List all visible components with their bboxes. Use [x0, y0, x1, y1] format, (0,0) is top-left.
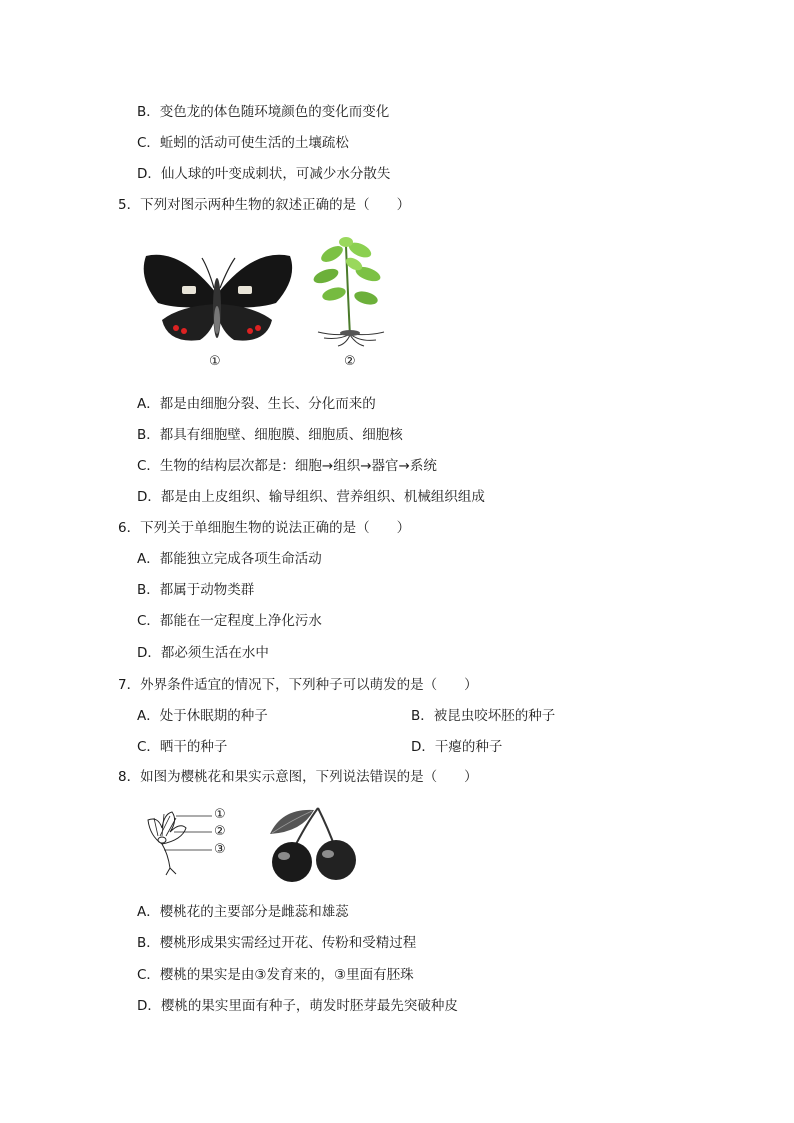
q5-option-b: B．都具有细胞壁、细胞膜、细胞质、细胞核	[137, 427, 403, 443]
q8-stem: 8．如图为樱桃花和果实示意图，下列说法错误的是（ ）	[118, 769, 478, 785]
q8-option-c: C．樱桃的果实是由③发育来的，③里面有胚珠	[137, 967, 414, 983]
q8-option-a: A．樱桃花的主要部分是雌蕊和雄蕊	[137, 904, 349, 920]
q5-option-d: D．都是由上皮组织、输导组织、营养组织、机械组织组成	[137, 489, 485, 505]
q4-option-b: B．变色龙的体色随环境颜色的变化而变化	[137, 104, 390, 120]
fig-label-1: ①	[209, 354, 221, 369]
q5-option-c: C．生物的结构层次都是：细胞→组织→器官→系统	[137, 458, 437, 474]
q6-option-a: A．都能独立完成各项生命活动	[137, 551, 322, 567]
q7-option-b: B．被昆虫咬坏胚的种子	[411, 708, 556, 724]
butterfly-image	[140, 248, 294, 348]
q6-option-b: B．都属于动物类群	[137, 582, 255, 598]
flower-label-2: ②	[214, 824, 226, 839]
q6-option-c: C．都能在一定程度上净化污水	[137, 613, 322, 629]
cherry-fruit-image	[262, 804, 362, 886]
q8-option-b: B．樱桃形成果实需经过开花、传粉和受精过程	[137, 935, 417, 951]
q6-option-d: D．都必须生活在水中	[137, 645, 269, 661]
q5-stem: 5．下列对图示两种生物的叙述正确的是（ ）	[118, 197, 411, 213]
q6-stem: 6．下列关于单细胞生物的说法正确的是（ ）	[118, 520, 411, 536]
q4-option-d: D．仙人球的叶变成刺状，可减少水分散失	[137, 166, 391, 182]
q5-option-a: A．都是由细胞分裂、生长、分化而来的	[137, 396, 376, 412]
fig-label-2: ②	[344, 354, 356, 369]
flower-label-3: ③	[214, 842, 226, 857]
q8-option-d: D．樱桃的果实里面有种子，萌发时胚芽最先突破种皮	[137, 998, 458, 1014]
q7-option-a: A．处于休眠期的种子	[137, 708, 268, 724]
q7-option-d: D．干瘪的种子	[411, 739, 503, 755]
q7-option-c: C．晒干的种子	[137, 739, 228, 755]
plant-image	[310, 236, 390, 348]
q4-option-c: C．蚯蚓的活动可使生活的土壤疏松	[137, 135, 349, 151]
flower-label-1: ①	[214, 807, 226, 822]
q7-stem: 7．外界条件适宜的情况下，下列种子可以萌发的是（ ）	[118, 677, 478, 693]
